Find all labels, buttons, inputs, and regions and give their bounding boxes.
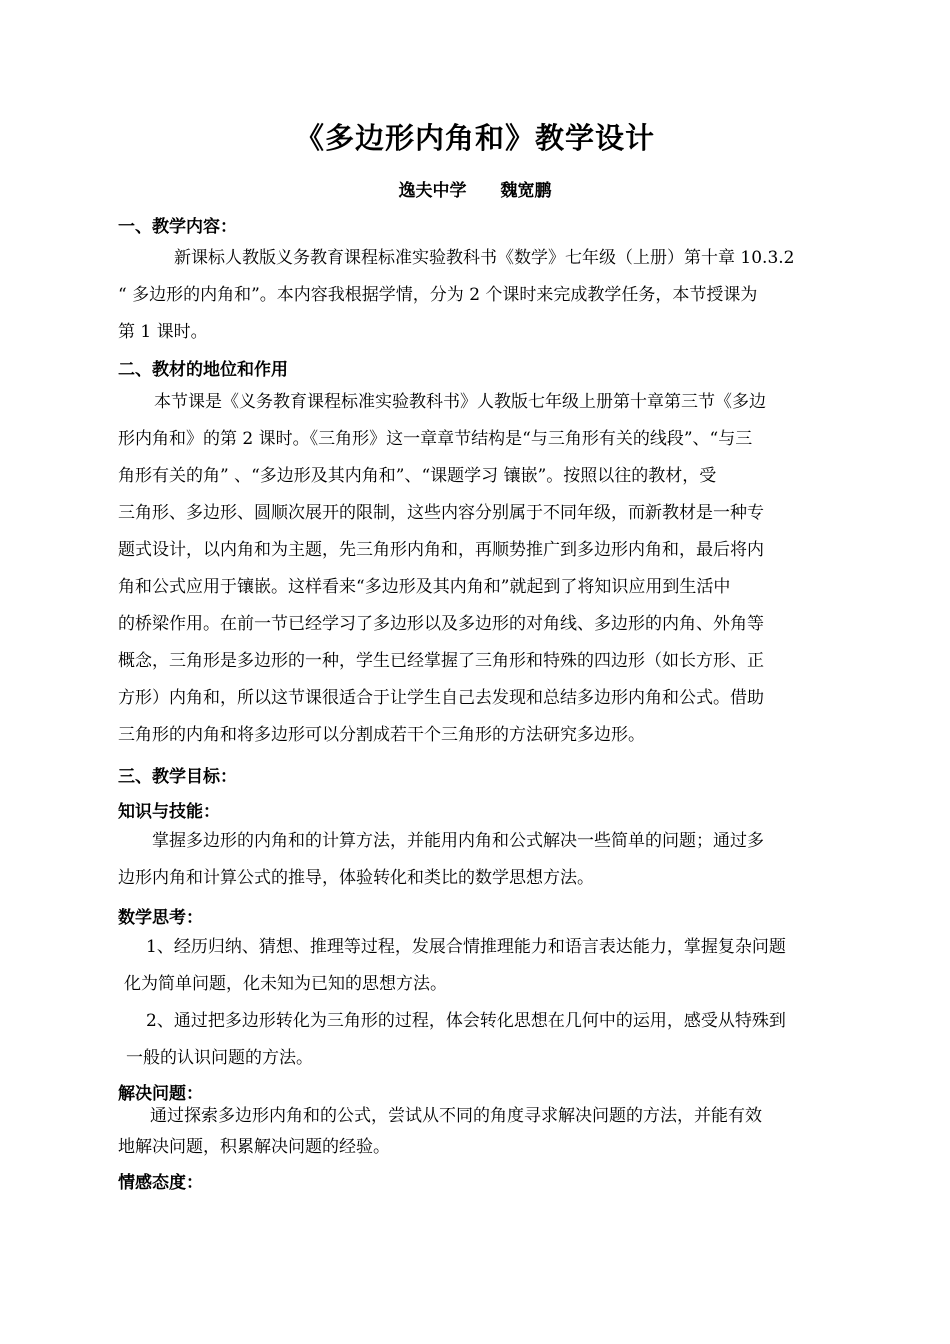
text-line: 方形）内角和，所以这节课很适合于让学生自己去发现和总结多边形内角和公式。借助 (118, 688, 764, 708)
text-line: 掌握多边形的内角和的计算方法，并能用内角和公式解决一些简单的问题；通过多 (152, 831, 764, 851)
paragraph-content (118, 240, 838, 351)
author-line (0, 176, 950, 201)
text-line: 第 1 课时。 (118, 322, 208, 342)
subheading-knowledge: 知识与技能： (118, 802, 220, 822)
text-line: 概念，三角形是多边形的一种，学生已经掌握了三角形和特殊的四边形（如长方形、正 (118, 651, 764, 671)
section-heading-role: 二、教材的地位和作用 (118, 360, 288, 380)
paragraph-knowledge (118, 823, 838, 897)
text-line: 新课标人教版义务教育课程标准实验教科书《数学》七年级（上册）第十章 10.3.2 (174, 248, 795, 268)
text-line: 通过探索多边形内角和的公式，尝试从不同的角度寻求解决问题的方法，并能有效 (150, 1106, 762, 1126)
text-line: 地解决问题，积累解决问题的经验。 (118, 1137, 390, 1157)
section-heading-content: 一、教学内容： (118, 217, 237, 237)
paragraph-problem-solving (118, 1101, 838, 1163)
text-line: 化为简单问题，化未知为已知的思想方法。 (124, 974, 447, 994)
text-line: 的桥梁作用。在前一节已经学习了多边形以及多边形的对角线、多边形的内角、外角等 (118, 614, 764, 634)
paragraph-role (118, 384, 838, 754)
text-line: 1、经历归纳、猜想、推理等过程，发展合情推理能力和语言表达能力，掌握复杂问题 (146, 937, 786, 957)
text-line: 角和公式应用于镶嵌。这样看来“多边形及其内角和”就起到了将知识应用到生活中 (118, 577, 731, 597)
text-line: 边形内角和计算公式的推导，体验转化和类比的数学思想方法。 (118, 868, 594, 888)
text-line: 2、通过把多边形转化为三角形的过程，体会转化思想在几何中的运用，感受从特殊到 (146, 1011, 786, 1031)
school-name: 逸夫中学 (398, 181, 467, 201)
subheading-problem-solving: 解决问题： (118, 1084, 203, 1104)
subheading-math-thinking: 数学思考： (118, 908, 203, 928)
text-line: 三角形的内角和将多边形可以分割成若干个三角形的方法研究多边形。 (118, 725, 645, 745)
author-name: 魏宽鹏 (500, 181, 552, 201)
text-line: 本节课是《义务教育课程标准实验教科书》人教版七年级上册第十章第三节《多边 (154, 392, 766, 412)
text-line: 一般的认识问题的方法。 (126, 1048, 313, 1068)
text-line: 三角形、多边形、圆顺次展开的限制，这些内容分别属于不同年级，而新教材是一种专 (118, 503, 764, 523)
text-line: “ 多边形的内角和”。本内容我根据学情，分为 2 个课时来完成教学任务，本节授课为 (118, 285, 758, 305)
document-title: 《多边形内角和》教学设计 (294, 121, 655, 155)
section-heading-objectives: 三、教学目标： (118, 767, 237, 787)
text-line: 题式设计，以内角和为主题，先三角形内角和，再顺势推广到多边形内角和，最后将内 (118, 540, 764, 560)
paragraph-math-thinking (118, 929, 838, 1077)
subheading-attitude: 情感态度： (118, 1173, 203, 1193)
text-line: 形内角和》的第 2 课时。《三角形》这一章章节结构是“与三角形有关的线段”、“与三 (118, 429, 753, 449)
text-line: 角形有关的角” 、“多边形及其内角和”、“课题学习 镶嵌”。按照以往的教材，受 (118, 466, 717, 486)
